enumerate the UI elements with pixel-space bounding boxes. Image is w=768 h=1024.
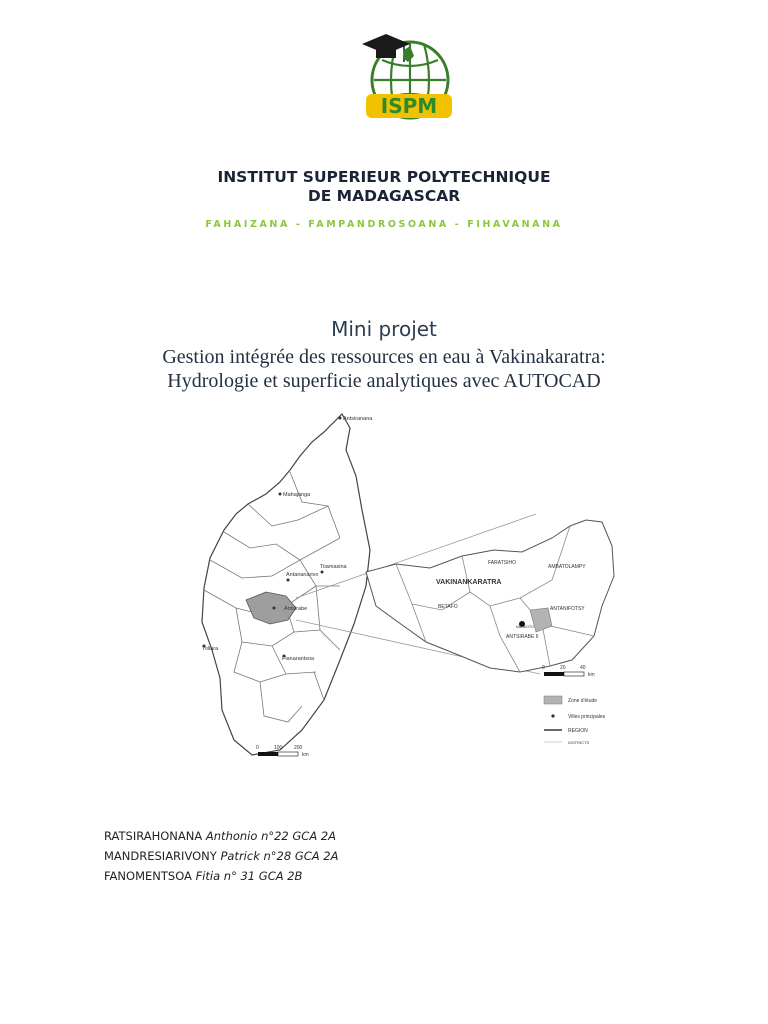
author-name: FANOMENTSOA: [104, 869, 192, 883]
scale-tick: 100: [274, 745, 283, 751]
project-subject-line2: Hydrologie et superficie analytiques avec AUTOCAD: [167, 370, 601, 392]
project-subject-line1: Gestion intégrée des ressources en eau à Vakinakaratra:: [162, 346, 606, 368]
district-label: FARATSIHO: [488, 560, 516, 566]
logo-text: ISPM: [380, 94, 438, 118]
author-line: [104, 846, 338, 866]
institute-name-line2: DE MADAGASCAR: [307, 187, 461, 205]
district-label: BETAFO: [438, 604, 458, 610]
location-map: [190, 410, 630, 770]
authors-list: [104, 826, 338, 886]
scale-tick: km: [302, 752, 309, 758]
city-label: Toamasina: [320, 564, 347, 570]
project-subject: [0, 345, 768, 393]
madagascar-outline: [202, 414, 370, 755]
map-legend: [544, 696, 606, 745]
author-line: [104, 826, 338, 846]
inset-scale-bar: [542, 665, 595, 678]
city-label: Antananarivo: [286, 572, 319, 578]
legend-label: Zone d'étude: [568, 698, 598, 704]
city-label: Mahajanga: [283, 492, 311, 498]
inset-region-title: VAKINANKARATRA: [436, 579, 502, 586]
author-detail: Fitia n° 31 GCA 2B: [195, 869, 303, 883]
legend-label: DISTRICTS: [568, 740, 590, 745]
scale-tick: 20: [560, 665, 566, 671]
district-label: ANTSIRABE II: [506, 634, 539, 640]
city-label: Antsirabe: [284, 606, 308, 612]
district-label: MANDOTO: [516, 625, 534, 629]
inset-region-outline: [366, 520, 614, 672]
institute-name-line1: INSTITUT SUPERIEUR POLYTECHNIQUE: [217, 168, 551, 186]
scale-tick: 0: [256, 745, 259, 751]
motto: FAHAIZANA - FAMPANDROSOANA - FIHAVANANA: [205, 219, 563, 230]
author-detail: Patrick n°28 GCA 2A: [220, 849, 339, 863]
scale-tick: 0: [542, 665, 545, 671]
author-detail: Anthonio n°22 GCA 2A: [205, 829, 337, 843]
city-label: Antsiranana: [343, 416, 373, 422]
scale-tick: 40: [580, 665, 586, 671]
project-kind: Mini projet: [331, 317, 437, 341]
institute-name: [0, 168, 768, 206]
district-label: AMBATOLAMPY: [548, 564, 586, 570]
scale-tick: 200: [294, 745, 303, 751]
city-label: Toliara: [202, 646, 219, 652]
city-label: Fianarantsoa: [282, 656, 315, 662]
author-name: RATSIRAHONANA: [104, 829, 203, 843]
legend-label: REGION: [568, 728, 588, 734]
scale-tick: km: [588, 672, 595, 678]
district-label: ANTANIFOTSY: [550, 606, 585, 612]
author-name: MANDRESIARIVONY: [104, 849, 217, 863]
ispm-logo: [356, 28, 460, 126]
legend-label: Villes principales: [568, 714, 606, 720]
author-line: [104, 866, 338, 886]
